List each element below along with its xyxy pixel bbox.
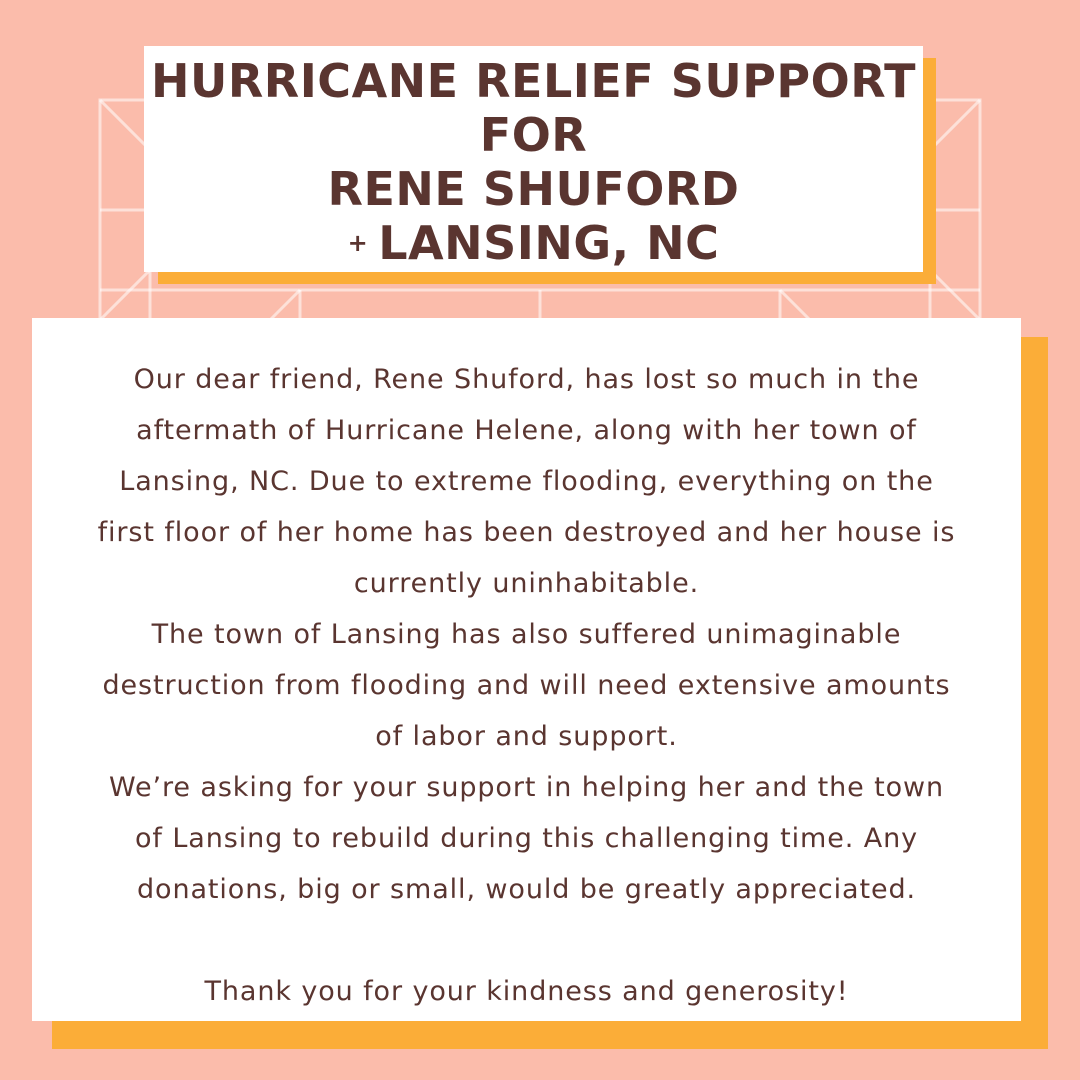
closing-line: Thank you for your kindness and generosity! — [204, 976, 849, 1007]
body-line: donations, big or small, would be greatly appreciated. — [137, 874, 916, 905]
body-line: destruction from flooding and will need extensive amounts — [102, 670, 951, 701]
body-line: first floor of her home has been destroyed and her house is — [97, 517, 956, 548]
body-line: of Lansing to rebuild during this challenging time. Any — [135, 823, 918, 854]
title-line-2: FOR — [479, 108, 588, 162]
body-line: The town of Lansing has also suffered unimaginable — [151, 619, 902, 650]
title-line-1: HURRICANE RELIEF SUPPORT — [151, 54, 916, 108]
message-card — [32, 318, 1021, 1021]
body-line: Our dear friend, Rene Shuford, has lost so much in the — [133, 364, 920, 395]
body-line: of labor and support. — [375, 721, 678, 752]
title-line-4 — [348, 216, 720, 270]
body-line: We’re asking for your support in helping her and the town — [108, 772, 944, 803]
body-line: Lansing, NC. Due to extreme flooding, everything on the — [119, 466, 934, 497]
body-line: currently uninhabitable. — [353, 568, 700, 599]
body-line: aftermath of Hurricane Helene, along with her town of — [136, 415, 917, 446]
title-card — [144, 46, 923, 272]
title-line-3: RENE SHUFORD — [327, 162, 740, 216]
title-plus-sign: + — [347, 229, 369, 257]
title-line-4-text: LANSING, NC — [378, 216, 720, 270]
